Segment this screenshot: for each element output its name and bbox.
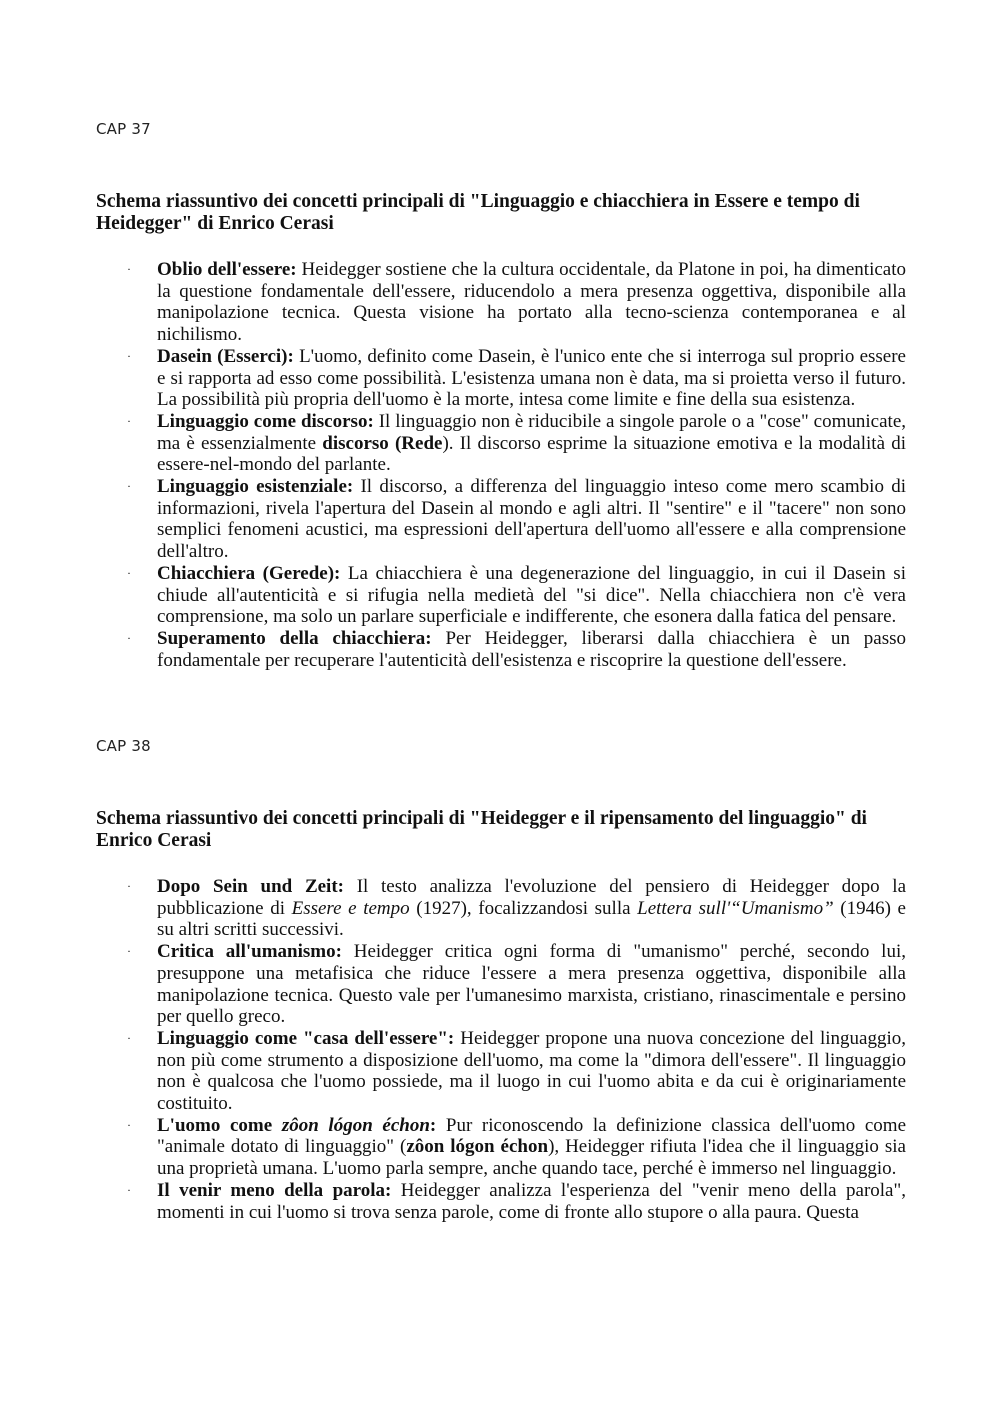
chapter-label-38: CAP 38	[96, 737, 151, 755]
item-text: Heidegger propone una nuova concezione del linguaggio, non più come strumento a disposizione dell'uomo, ma come la "dimora dell'essere". Il linguaggio non è qualcosa che l'uomo possiede, ma il luogo in cui l'uomo abita e da cui è originariamente costituito.	[157, 1027, 906, 1115]
item-term: Dopo Sein und Zeit:	[157, 876, 344, 897]
item-text: Per Heidegger, liberarsi dalla chiacchiera è un passo fondamentale per recuperare l'autenticità dell'esistenza e riscoprire la questione dell'essere.	[157, 627, 906, 671]
item-emphasis: zôon lógon échon	[406, 1136, 549, 1158]
bullet-icon: ·	[127, 413, 131, 428]
item-term: L'uomo come	[157, 1114, 282, 1136]
item-term: Linguaggio come "casa dell'essere":	[157, 1027, 455, 1049]
bullet-icon: ·	[127, 479, 131, 494]
item-term: Oblio dell'essere:	[157, 259, 297, 280]
list-item	[0, 563, 906, 628]
item-term-end: :	[429, 1114, 437, 1136]
item-term: Superamento della chiacchiera:	[157, 627, 432, 649]
item-text: L'uomo, definito come Dasein, è l'unico ente che si interroga sul proprio essere e si rapporta ad esso come possibilità. L'esistenza umana non è data, ma si proietta verso il futuro. La possibilità più propria dell'uomo è la morte, intesa come limite e fine della sua esistenza.	[157, 345, 906, 411]
item-text: (1927), focalizzandosi sulla	[409, 897, 638, 919]
item-text: Pur riconoscendo la definizione classica dell'uomo come "animale dotato di linguaggio" (	[157, 1114, 906, 1158]
item-text: ), Heidegger rifiuta l'idea che il linguaggio sia una proprietà umana. L'uomo parla sempre, anche quando tace, perché è immerso nel linguaggio.	[157, 1136, 906, 1180]
concept-list-37	[0, 259, 906, 671]
item-term: Il venir meno della parola:	[157, 1179, 392, 1201]
item-text: Il linguaggio non è riducibile a singole parole o a "cose" comunicate, ma è essenzialmente	[157, 410, 907, 454]
item-text: Heidegger sostiene che la cultura occidentale, da Platone in poi, ha dimenticato la questione fondamentale dell'essere, riducendolo a mera presenza oggettiva, disponibile alla manipolazione tecnica. Questa visione ha portato alla tecno-scienza contemporanea e al nichilismo.	[157, 259, 907, 346]
item-text: Heidegger critica ogni forma di "umanismo" perché, secondo lui, presuppone una metafisica che riduce l'essere a mera presenza oggettiva, disponibile alla manipolazione tecnica. Questo vale per l'umanesimo marxista, cristiano, rinascimentale e persino per quello greco.	[157, 941, 906, 1028]
list-item	[0, 476, 906, 563]
chapter-label-37: CAP 37	[96, 120, 151, 138]
bullet-icon: ·	[127, 262, 131, 276]
list-item	[0, 346, 906, 411]
bullet-icon: ·	[127, 630, 131, 645]
item-emphasis: discorso (Rede	[322, 432, 443, 454]
item-term: Linguaggio esistenziale:	[157, 476, 354, 498]
section-title-38: Schema riassuntivo dei concetti principali di "Heidegger e il ripensamento del linguaggio" di Enrico Cerasi	[96, 808, 867, 851]
list-item	[0, 628, 906, 671]
list-item	[0, 941, 906, 1028]
item-text: (1946) e su altri scritti successivi.	[157, 897, 906, 941]
list-item	[0, 876, 906, 941]
item-term-italic: zôon lógon échon	[281, 1114, 430, 1136]
list-item	[0, 1115, 906, 1180]
item-text: Heidegger analizza l'esperienza del "venir meno della parola", momenti in cui l'uomo si trova senza parole, come di fronte allo stupore o alla paura. Questa	[157, 1179, 906, 1223]
bullet-icon: ·	[127, 565, 131, 580]
item-term: Critica all'umanismo:	[157, 941, 342, 963]
bullet-icon: ·	[127, 348, 131, 363]
item-text: Il testo analizza l'evoluzione del pensiero di Heidegger dopo la pubblicazione di	[157, 876, 907, 919]
item-book-title: Essere e tempo	[291, 897, 410, 919]
list-item	[0, 1028, 906, 1115]
concept-list-38	[0, 876, 906, 1223]
item-term: Linguaggio come discorso:	[157, 410, 374, 432]
item-text: ). Il discorso esprime la situazione emotiva e la modalità di essere-nel-mondo del parlante.	[157, 432, 906, 476]
list-item	[0, 259, 906, 346]
bullet-icon: ·	[127, 944, 131, 959]
list-item	[0, 411, 906, 476]
bullet-icon: ·	[127, 1182, 131, 1197]
item-term: Chiacchiera (Gerede):	[157, 562, 341, 584]
bullet-icon: ·	[127, 1117, 131, 1132]
item-text: La chiacchiera è una degenerazione del linguaggio, in cui il Dasein si chiude all'autenticità e si rifugia nella medietà del "si dice". Nella chiacchiera non c'è vera comprensione, ma solo un parlare superficiale e indifferente, che esonera dalla fatica del pensare.	[157, 562, 906, 628]
section-title-37: Schema riassuntivo dei concetti principali di "Linguaggio e chiacchiera in Essere e tempo di Heidegger" di Enrico Cerasi	[96, 191, 860, 234]
bullet-icon: ·	[127, 1030, 131, 1045]
list-item	[0, 1180, 906, 1223]
bullet-icon: ·	[127, 879, 131, 893]
item-book-title: Lettera sull'“Umanismo”	[637, 897, 834, 919]
item-text: Il discorso, a differenza del linguaggio inteso come mero scambio di informazioni, rivela l'apertura del Dasein al mondo e agli altri. Il "sentire" e il "tacere" non sono semplici fenomeni acustici, ma espressioni dell'apertura dell'uomo all'essere e alla comprensione dell'altro.	[157, 476, 906, 563]
item-term: Dasein (Esserci):	[157, 345, 294, 367]
